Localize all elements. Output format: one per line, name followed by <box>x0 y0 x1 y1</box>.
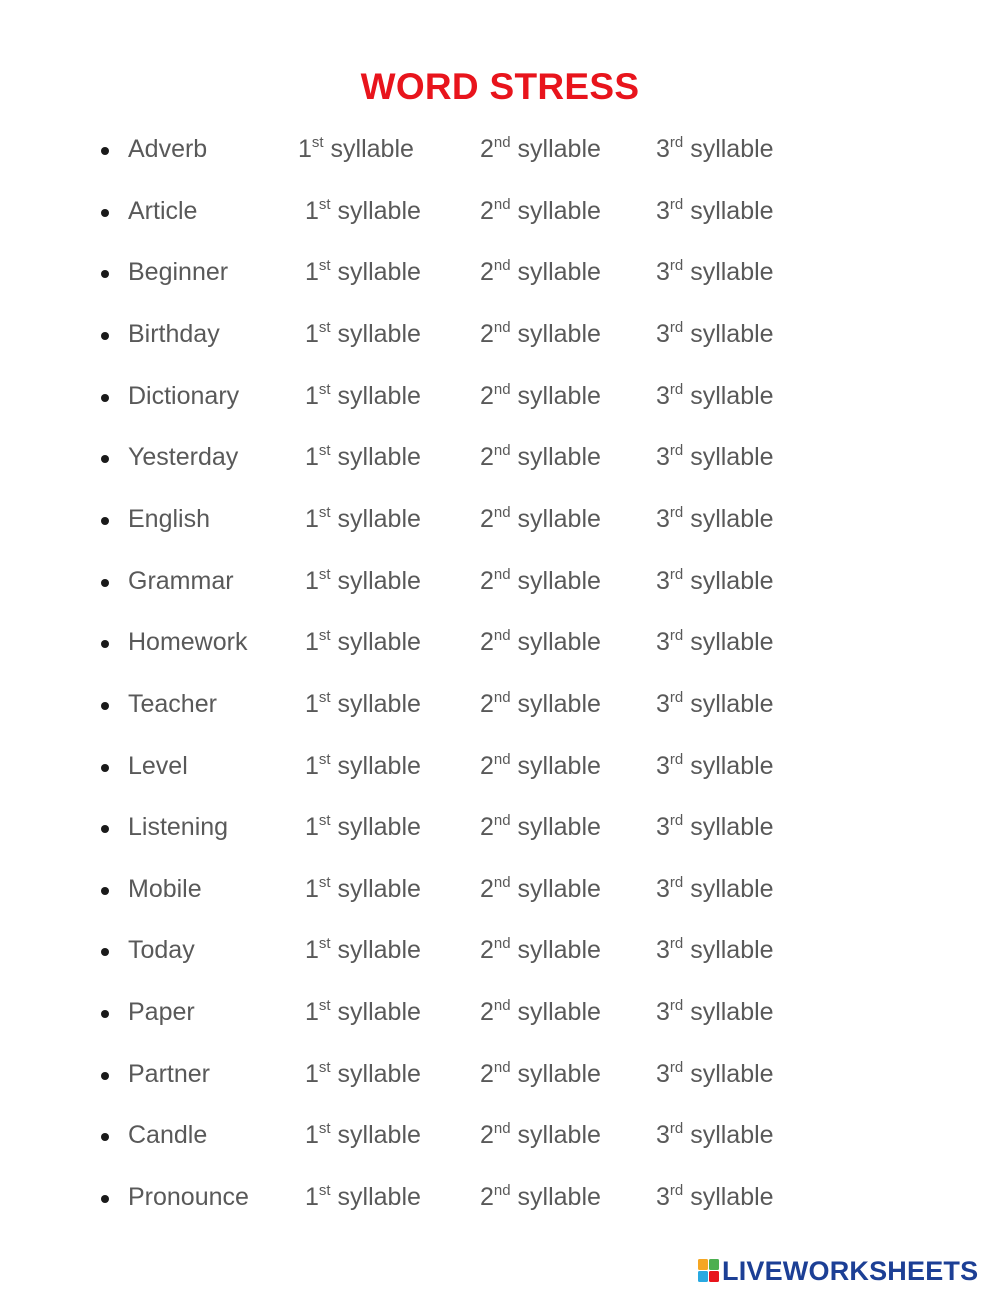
ordinal-number: 2 <box>480 1121 494 1149</box>
syllable-label: syllable <box>517 1183 601 1211</box>
ordinal-suffix: st <box>318 689 331 706</box>
ordinal-number: 3 <box>656 1060 670 1088</box>
syllable-label: syllable <box>690 936 774 964</box>
ordinal-suffix: rd <box>669 1182 684 1199</box>
bullet-icon <box>101 209 109 217</box>
ordinal-number: 3 <box>656 998 670 1026</box>
ordinal-number: 1 <box>305 320 319 348</box>
ordinal-number: 1 <box>305 505 319 533</box>
ordinal-suffix: rd <box>669 935 684 952</box>
first-syllable-option[interactable] <box>305 1060 421 1089</box>
ordinal-suffix: st <box>318 257 331 274</box>
bullet-icon <box>101 579 109 587</box>
second-syllable-option[interactable] <box>480 813 601 842</box>
second-syllable-option[interactable] <box>480 752 601 781</box>
second-syllable-option[interactable] <box>480 443 601 472</box>
bullet-icon <box>101 702 109 710</box>
syllable-label: syllable <box>690 505 774 533</box>
ordinal-number: 1 <box>305 998 319 1026</box>
syllable-label: syllable <box>337 258 421 286</box>
ordinal-number: 1 <box>305 197 319 225</box>
ordinal-suffix: nd <box>493 1059 511 1076</box>
word-label: Partner <box>128 1060 210 1088</box>
ordinal-suffix: nd <box>493 134 511 151</box>
ordinal-number: 1 <box>305 813 319 841</box>
word-row <box>0 1056 1000 1096</box>
word-row <box>0 871 1000 911</box>
ordinal-number: 2 <box>480 505 494 533</box>
syllable-label: syllable <box>690 320 774 348</box>
ordinal-number: 1 <box>305 382 319 410</box>
bullet-icon <box>101 1072 109 1080</box>
ordinal-number: 3 <box>656 382 670 410</box>
bullet-icon <box>101 825 109 833</box>
ordinal-number: 3 <box>656 135 670 163</box>
syllable-label: syllable <box>337 998 421 1026</box>
third-syllable-option[interactable] <box>656 135 774 164</box>
ordinal-suffix: nd <box>493 257 511 274</box>
ordinal-suffix: nd <box>493 504 511 521</box>
word-label: Candle <box>128 1121 208 1149</box>
ordinal-suffix: nd <box>493 627 511 644</box>
syllable-label: syllable <box>517 320 601 348</box>
syllable-label: syllable <box>690 1121 774 1149</box>
word-row <box>0 1117 1000 1157</box>
ordinal-suffix: nd <box>493 1120 511 1137</box>
first-syllable-option[interactable] <box>305 875 421 904</box>
ordinal-number: 1 <box>305 258 319 286</box>
ordinal-suffix: rd <box>669 689 684 706</box>
ordinal-suffix: st <box>318 442 331 459</box>
ordinal-number: 2 <box>480 320 494 348</box>
ordinal-suffix: nd <box>493 442 511 459</box>
ordinal-number: 3 <box>656 628 670 656</box>
second-syllable-option[interactable] <box>480 1121 601 1150</box>
syllable-label: syllable <box>517 628 601 656</box>
word-row <box>0 1179 1000 1219</box>
ordinal-number: 2 <box>480 197 494 225</box>
ordinal-number: 1 <box>305 1183 319 1211</box>
first-syllable-option[interactable] <box>305 258 421 287</box>
ordinal-suffix: rd <box>669 751 684 768</box>
syllable-label: syllable <box>690 443 774 471</box>
ordinal-suffix: st <box>318 997 331 1014</box>
syllable-label: syllable <box>337 875 421 903</box>
syllable-label: syllable <box>690 813 774 841</box>
word-label: Teacher <box>128 690 217 718</box>
ordinal-suffix: st <box>318 504 331 521</box>
word-row <box>0 563 1000 603</box>
syllable-label: syllable <box>517 752 601 780</box>
syllable-label: syllable <box>337 197 421 225</box>
ordinal-suffix: st <box>318 812 331 829</box>
bullet-icon <box>101 332 109 340</box>
syllable-label: syllable <box>690 1183 774 1211</box>
second-syllable-option[interactable] <box>480 567 601 596</box>
ordinal-number: 2 <box>480 135 494 163</box>
word-row <box>0 254 1000 294</box>
ordinal-number: 1 <box>298 135 312 163</box>
word-label: Grammar <box>128 567 234 595</box>
ordinal-suffix: nd <box>493 935 511 952</box>
ordinal-number: 3 <box>656 505 670 533</box>
second-syllable-option[interactable] <box>480 135 601 164</box>
first-syllable-option[interactable] <box>305 382 421 411</box>
second-syllable-option[interactable] <box>480 320 601 349</box>
first-syllable-option[interactable] <box>298 135 414 164</box>
ordinal-number: 3 <box>656 752 670 780</box>
ordinal-number: 2 <box>480 690 494 718</box>
ordinal-suffix: nd <box>493 812 511 829</box>
word-row <box>0 748 1000 788</box>
ordinal-suffix: nd <box>493 196 511 213</box>
syllable-label: syllable <box>690 135 774 163</box>
first-syllable-option[interactable] <box>305 936 421 965</box>
second-syllable-option[interactable] <box>480 998 601 1027</box>
ordinal-number: 1 <box>305 628 319 656</box>
syllable-label: syllable <box>690 998 774 1026</box>
third-syllable-option[interactable] <box>656 690 774 719</box>
syllable-label: syllable <box>517 1060 601 1088</box>
ordinal-number: 3 <box>656 1121 670 1149</box>
ordinal-suffix: st <box>318 751 331 768</box>
word-label: Today <box>128 936 195 964</box>
word-label: Mobile <box>128 875 202 903</box>
syllable-label: syllable <box>517 813 601 841</box>
ordinal-suffix: st <box>318 319 331 336</box>
ordinal-suffix: nd <box>493 381 511 398</box>
syllable-label: syllable <box>690 628 774 656</box>
third-syllable-option[interactable] <box>656 320 774 349</box>
third-syllable-option[interactable] <box>656 382 774 411</box>
third-syllable-option[interactable] <box>656 628 774 657</box>
word-row <box>0 686 1000 726</box>
word-row <box>0 439 1000 479</box>
word-row <box>0 994 1000 1034</box>
ordinal-suffix: st <box>318 1059 331 1076</box>
ordinal-suffix: nd <box>493 689 511 706</box>
ordinal-suffix: rd <box>669 442 684 459</box>
liveworksheets-logo-icon <box>698 1259 720 1283</box>
ordinal-number: 3 <box>656 813 670 841</box>
ordinal-suffix: nd <box>493 751 511 768</box>
second-syllable-option[interactable] <box>480 1060 601 1089</box>
ordinal-suffix: nd <box>493 997 511 1014</box>
bullet-icon <box>101 887 109 895</box>
ordinal-suffix: nd <box>493 566 511 583</box>
syllable-label: syllable <box>517 567 601 595</box>
ordinal-number: 1 <box>305 690 319 718</box>
ordinal-number: 3 <box>656 197 670 225</box>
syllable-label: syllable <box>337 320 421 348</box>
syllable-label: syllable <box>337 752 421 780</box>
first-syllable-option[interactable] <box>305 752 421 781</box>
ordinal-suffix: rd <box>669 381 684 398</box>
ordinal-suffix: rd <box>669 257 684 274</box>
syllable-label: syllable <box>690 567 774 595</box>
word-label: Article <box>128 197 198 225</box>
bullet-icon <box>101 948 109 956</box>
second-syllable-option[interactable] <box>480 690 601 719</box>
word-label: Beginner <box>128 258 229 286</box>
word-label: Birthday <box>128 320 220 348</box>
syllable-label: syllable <box>330 135 414 163</box>
syllable-label: syllable <box>517 135 601 163</box>
ordinal-number: 3 <box>656 443 670 471</box>
ordinal-suffix: st <box>311 134 324 151</box>
ordinal-number: 1 <box>305 936 319 964</box>
syllable-label: syllable <box>517 505 601 533</box>
first-syllable-option[interactable] <box>305 505 421 534</box>
ordinal-number: 1 <box>305 567 319 595</box>
ordinal-suffix: st <box>318 566 331 583</box>
third-syllable-option[interactable] <box>656 998 774 1027</box>
syllable-label: syllable <box>517 382 601 410</box>
ordinal-suffix: rd <box>669 319 684 336</box>
ordinal-number: 2 <box>480 258 494 286</box>
ordinal-suffix: st <box>318 935 331 952</box>
word-label: Pronounce <box>128 1183 249 1211</box>
word-row <box>0 932 1000 972</box>
first-syllable-option[interactable] <box>305 998 421 1027</box>
ordinal-number: 1 <box>305 875 319 903</box>
ordinal-number: 2 <box>480 628 494 656</box>
second-syllable-option[interactable] <box>480 382 601 411</box>
word-row <box>0 809 1000 849</box>
bullet-icon <box>101 1195 109 1203</box>
ordinal-suffix: st <box>318 1182 331 1199</box>
bullet-icon <box>101 394 109 402</box>
syllable-label: syllable <box>517 690 601 718</box>
syllable-label: syllable <box>337 1060 421 1088</box>
ordinal-number: 2 <box>480 382 494 410</box>
syllable-label: syllable <box>517 1121 601 1149</box>
word-row <box>0 501 1000 541</box>
ordinal-suffix: st <box>318 627 331 644</box>
third-syllable-option[interactable] <box>656 505 774 534</box>
ordinal-number: 1 <box>305 1060 319 1088</box>
ordinal-number: 2 <box>480 1183 494 1211</box>
syllable-label: syllable <box>337 505 421 533</box>
ordinal-number: 3 <box>656 936 670 964</box>
word-label: English <box>128 505 210 533</box>
third-syllable-option[interactable] <box>656 1121 774 1150</box>
first-syllable-option[interactable] <box>305 320 421 349</box>
ordinal-suffix: rd <box>669 997 684 1014</box>
first-syllable-option[interactable] <box>305 1121 421 1150</box>
word-label: Listening <box>128 813 229 841</box>
ordinal-number: 2 <box>480 443 494 471</box>
first-syllable-option[interactable] <box>305 813 421 842</box>
syllable-label: syllable <box>517 197 601 225</box>
first-syllable-option[interactable] <box>305 1183 421 1212</box>
syllable-label: syllable <box>337 382 421 410</box>
ordinal-number: 3 <box>656 567 670 595</box>
ordinal-number: 1 <box>305 443 319 471</box>
ordinal-suffix: rd <box>669 1120 684 1137</box>
ordinal-number: 3 <box>656 320 670 348</box>
ordinal-number: 3 <box>656 258 670 286</box>
syllable-label: syllable <box>337 567 421 595</box>
word-label: Level <box>128 752 188 780</box>
syllable-label: syllable <box>690 1060 774 1088</box>
ordinal-suffix: rd <box>669 196 684 213</box>
bullet-icon <box>101 1133 109 1141</box>
ordinal-suffix: rd <box>669 504 684 521</box>
syllable-label: syllable <box>337 443 421 471</box>
ordinal-number: 1 <box>305 1121 319 1149</box>
ordinal-suffix: st <box>318 1120 331 1137</box>
ordinal-suffix: st <box>318 874 331 891</box>
ordinal-number: 3 <box>656 875 670 903</box>
word-row <box>0 624 1000 664</box>
second-syllable-option[interactable] <box>480 197 601 226</box>
ordinal-suffix: rd <box>669 874 684 891</box>
first-syllable-option[interactable] <box>305 690 421 719</box>
word-row <box>0 378 1000 418</box>
syllable-label: syllable <box>690 690 774 718</box>
ordinal-number: 1 <box>305 752 319 780</box>
second-syllable-option[interactable] <box>480 505 601 534</box>
ordinal-number: 2 <box>480 936 494 964</box>
word-label: Paper <box>128 998 195 1026</box>
bullet-icon <box>101 147 109 155</box>
second-syllable-option[interactable] <box>480 1183 601 1212</box>
liveworksheets-logo <box>698 1255 978 1287</box>
second-syllable-option[interactable] <box>480 258 601 287</box>
ordinal-suffix: nd <box>493 1182 511 1199</box>
first-syllable-option[interactable] <box>305 567 421 596</box>
ordinal-suffix: nd <box>493 319 511 336</box>
word-label: Homework <box>128 628 248 656</box>
ordinal-suffix: nd <box>493 874 511 891</box>
third-syllable-option[interactable] <box>656 1183 774 1212</box>
ordinal-number: 2 <box>480 1060 494 1088</box>
bullet-icon <box>101 270 109 278</box>
syllable-label: syllable <box>517 875 601 903</box>
ordinal-number: 2 <box>480 567 494 595</box>
ordinal-number: 2 <box>480 998 494 1026</box>
third-syllable-option[interactable] <box>656 258 774 287</box>
third-syllable-option[interactable] <box>656 875 774 904</box>
bullet-icon <box>101 640 109 648</box>
syllable-label: syllable <box>337 628 421 656</box>
syllable-label: syllable <box>690 752 774 780</box>
word-row <box>0 193 1000 233</box>
bullet-icon <box>101 517 109 525</box>
bullet-icon <box>101 1010 109 1018</box>
syllable-label: syllable <box>690 875 774 903</box>
ordinal-suffix: rd <box>669 566 684 583</box>
first-syllable-option[interactable] <box>305 628 421 657</box>
third-syllable-option[interactable] <box>656 443 774 472</box>
syllable-label: syllable <box>690 382 774 410</box>
syllable-label: syllable <box>337 936 421 964</box>
ordinal-suffix: rd <box>669 134 684 151</box>
word-row <box>0 131 1000 171</box>
syllable-label: syllable <box>517 258 601 286</box>
syllable-label: syllable <box>690 258 774 286</box>
ordinal-suffix: st <box>318 381 331 398</box>
second-syllable-option[interactable] <box>480 875 601 904</box>
ordinal-suffix: rd <box>669 812 684 829</box>
third-syllable-option[interactable] <box>656 567 774 596</box>
bullet-icon <box>101 764 109 772</box>
syllable-label: syllable <box>337 690 421 718</box>
ordinal-suffix: rd <box>669 1059 684 1076</box>
word-label: Adverb <box>128 135 208 163</box>
ordinal-suffix: st <box>318 196 331 213</box>
word-label: Yesterday <box>128 443 239 471</box>
ordinal-number: 3 <box>656 1183 670 1211</box>
syllable-label: syllable <box>517 936 601 964</box>
ordinal-suffix: rd <box>669 627 684 644</box>
second-syllable-option[interactable] <box>480 628 601 657</box>
third-syllable-option[interactable] <box>656 752 774 781</box>
first-syllable-option[interactable] <box>305 443 421 472</box>
ordinal-number: 2 <box>480 752 494 780</box>
syllable-label: syllable <box>337 813 421 841</box>
first-syllable-option[interactable] <box>305 197 421 226</box>
third-syllable-option[interactable] <box>656 197 774 226</box>
third-syllable-option[interactable] <box>656 1060 774 1089</box>
brand-name: LIVEWORKSHEETS <box>722 1255 979 1286</box>
syllable-label: syllable <box>337 1121 421 1149</box>
second-syllable-option[interactable] <box>480 936 601 965</box>
word-row <box>0 316 1000 356</box>
ordinal-number: 2 <box>480 875 494 903</box>
ordinal-number: 2 <box>480 813 494 841</box>
syllable-label: syllable <box>690 197 774 225</box>
bullet-icon <box>101 455 109 463</box>
page-title: WORD STRESS <box>360 66 640 107</box>
third-syllable-option[interactable] <box>656 813 774 842</box>
third-syllable-option[interactable] <box>656 936 774 965</box>
ordinal-number: 3 <box>656 690 670 718</box>
syllable-label: syllable <box>337 1183 421 1211</box>
syllable-label: syllable <box>517 443 601 471</box>
syllable-label: syllable <box>517 998 601 1026</box>
word-label: Dictionary <box>128 382 240 410</box>
